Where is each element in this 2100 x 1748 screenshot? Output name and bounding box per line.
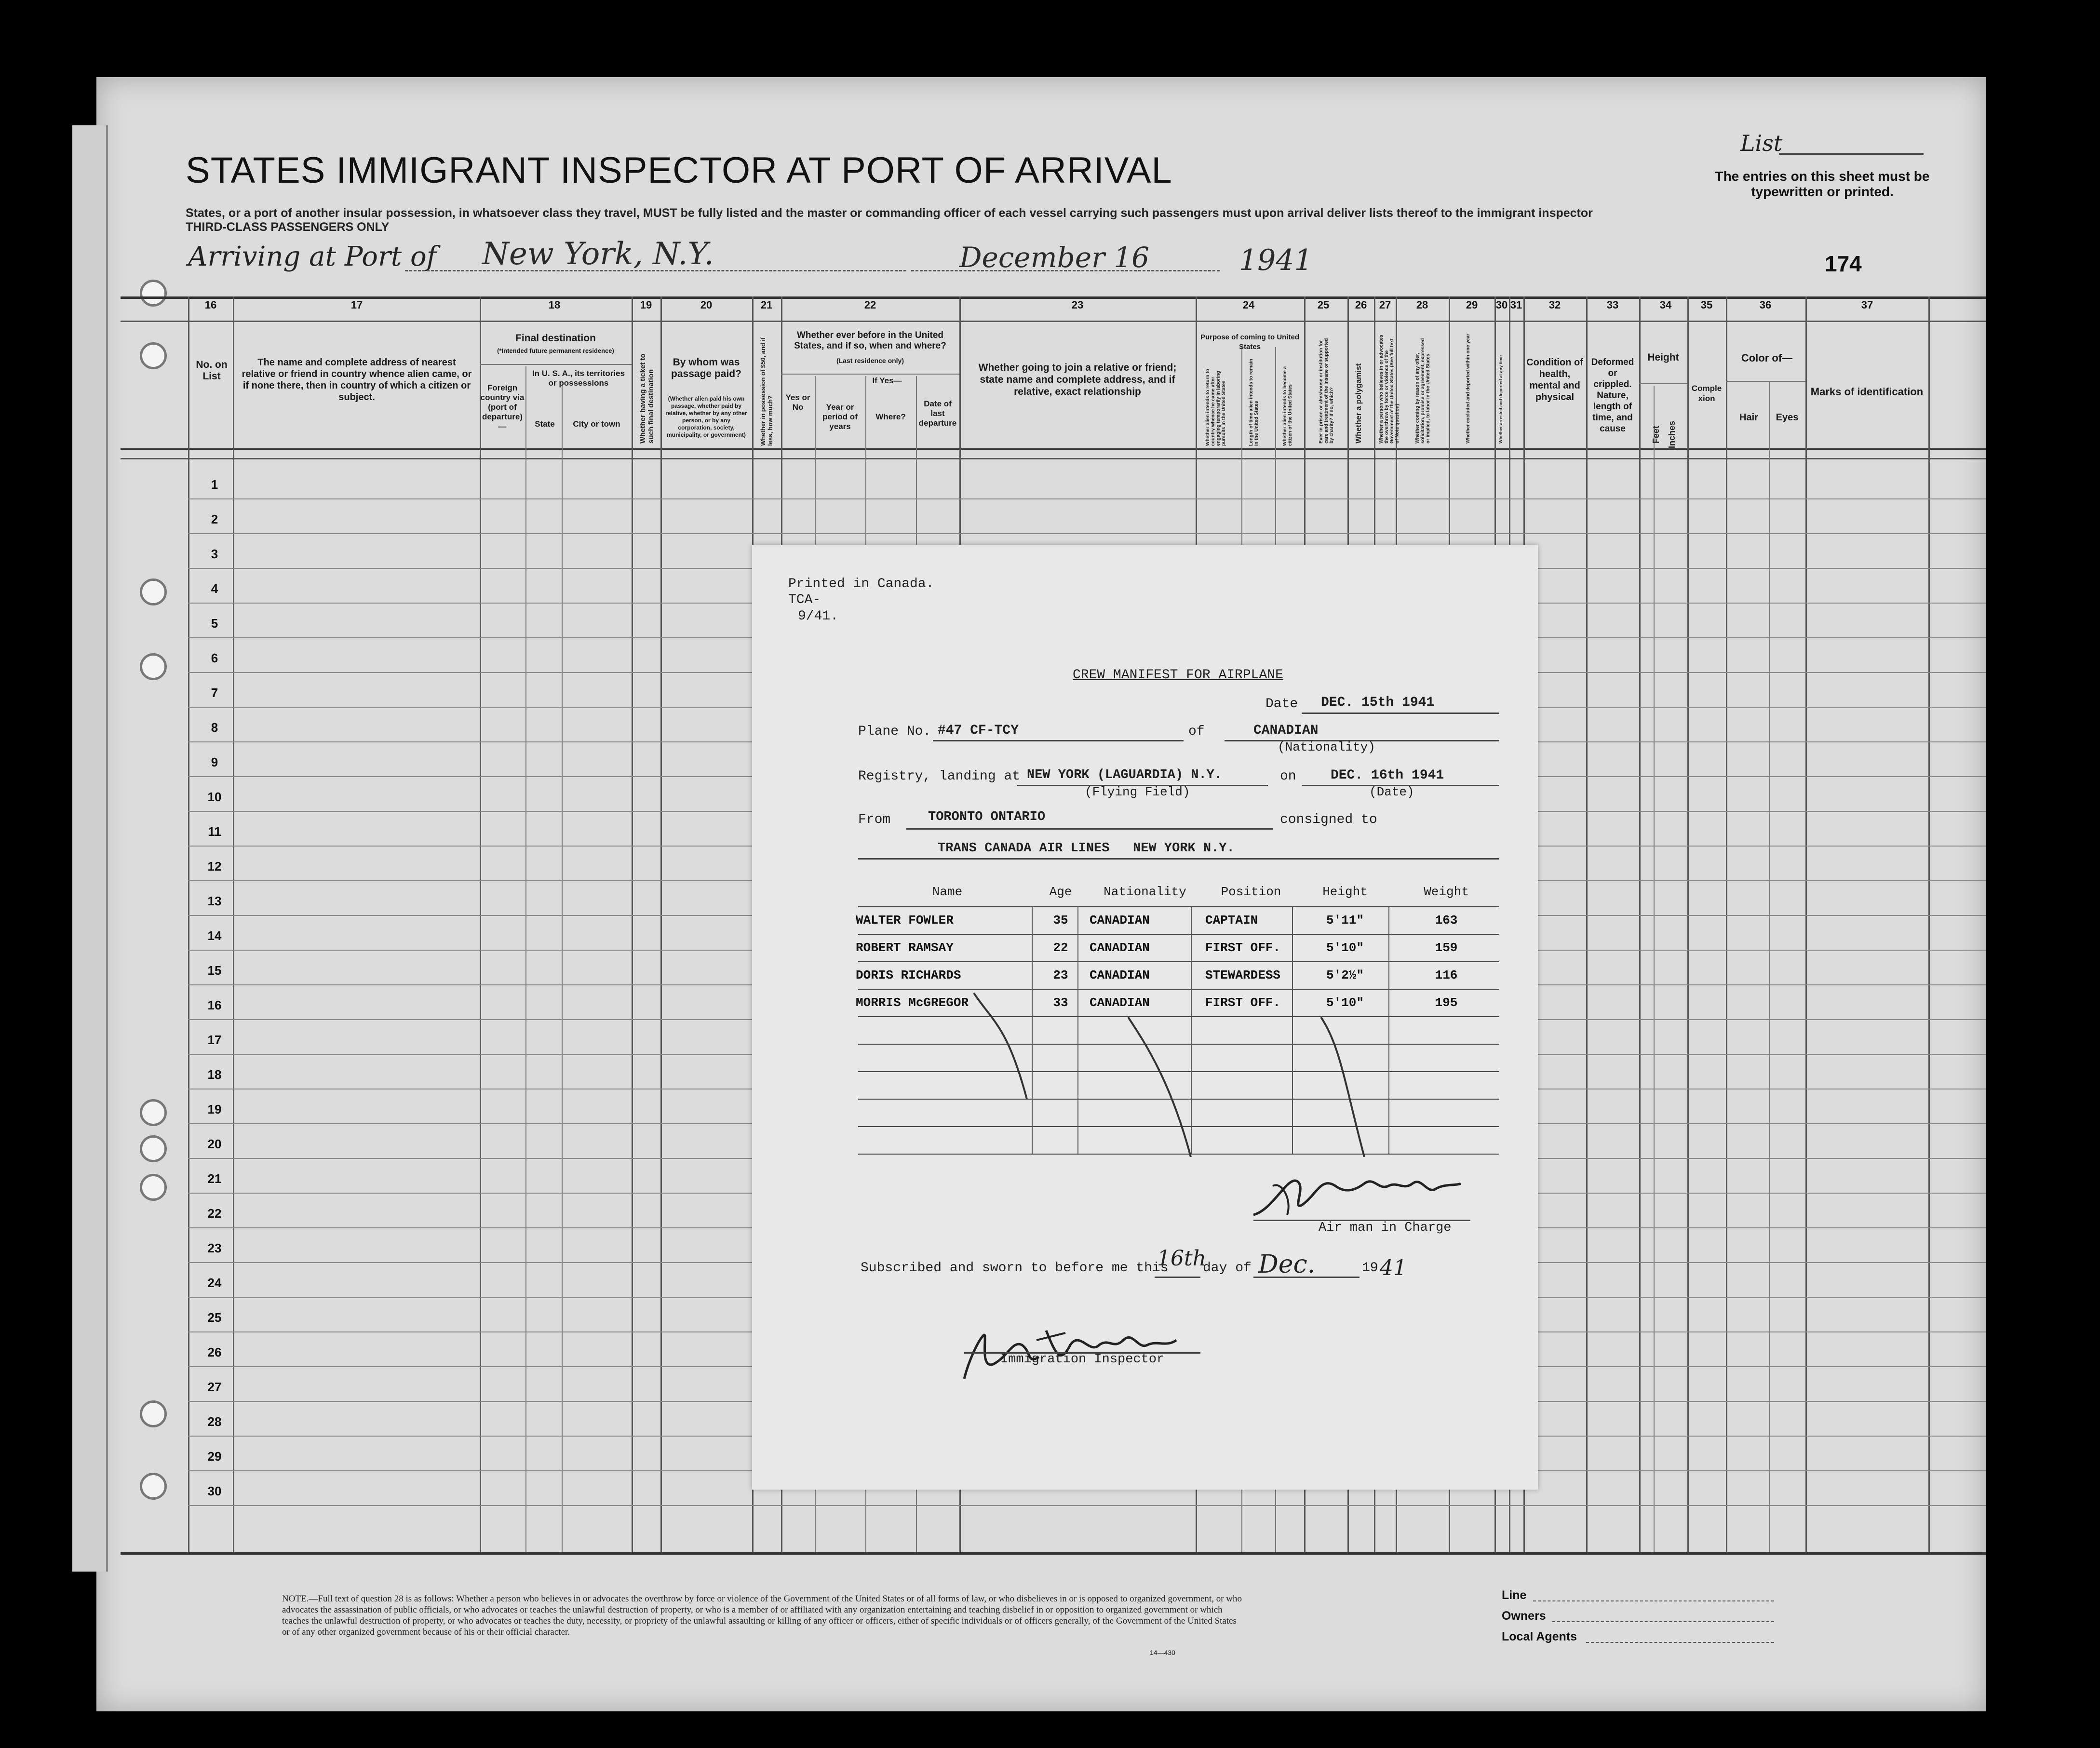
row-number: 5 [211, 616, 218, 631]
crew-header-cell: Name [932, 885, 963, 899]
crew-cell: MORRIS McGREGOR [856, 995, 969, 1010]
col22-header: Whether ever before in the United States, and if so, when and where? [794, 330, 946, 351]
col22-ifyes: If Yes— [872, 376, 902, 385]
column-line [1687, 296, 1689, 1552]
binder-hole [140, 1400, 167, 1427]
row-number: 22 [207, 1206, 222, 1221]
class-line: THIRD-CLASS PASSENGERS ONLY [186, 220, 390, 234]
column-number: 36 [1759, 299, 1772, 311]
page-subtitle: States, or a port of another insular possession, in whatsoever class they travel, MUST be fully listed and the master or commanding officer of each vessel carrying such passengers must upon arrival deliver lists thereof to the immigrant inspector [186, 206, 1593, 220]
col22-date: Date of last departure [918, 399, 957, 428]
column-number-line [121, 321, 1986, 322]
landing-date: DEC. 16th 1941 [1331, 768, 1444, 783]
row-number: 10 [207, 790, 222, 804]
col24a-header: Whether alien intends to return to country whence he came after engaging temporarily in laboring pursuits in the United States [1205, 368, 1226, 446]
column-number: 24 [1242, 299, 1255, 311]
field-line [1155, 1277, 1200, 1278]
column-line [632, 296, 633, 1552]
inspector-signature [950, 1311, 1200, 1384]
crew-cell: 116 [1435, 968, 1458, 982]
column-number: 26 [1355, 299, 1367, 311]
row-number: 30 [207, 1484, 222, 1498]
manifest-title: CREW MANIFEST FOR AIRPLANE [1073, 668, 1283, 683]
consignee-value: TRANS CANADA AIR LINES NEW YORK N.Y. [938, 841, 1235, 856]
col34-inches: Inches [1667, 420, 1677, 448]
column-line [1805, 296, 1807, 1552]
nationality-value: CANADIAN [1253, 723, 1319, 738]
consigned-label: consigned to [1280, 812, 1377, 827]
airman-caption: Air man in Charge [1319, 1221, 1452, 1235]
row-number: 6 [211, 651, 218, 665]
binder-hole [140, 280, 167, 307]
crew-cell: 163 [1435, 913, 1458, 928]
col22-where: Where? [875, 412, 906, 421]
airman-signature [1244, 1157, 1466, 1224]
field-line [1586, 1642, 1774, 1643]
date-label: Date [1265, 697, 1298, 712]
column-line [525, 366, 526, 1552]
field-line [1253, 1277, 1360, 1278]
row-number: 1 [211, 477, 218, 492]
column-number: 22 [864, 299, 876, 311]
form-code-1: TCA- [788, 592, 821, 607]
arrival-date-value: December 16 [959, 241, 1150, 274]
col33-header: Deformed or crippled. Nature, length of time, and cause [1591, 357, 1634, 434]
binder-hole [140, 578, 167, 605]
row-number: 20 [207, 1137, 222, 1151]
column-number: 18 [548, 299, 561, 311]
col18-usa: In U. S. A., its territories or possessions [532, 369, 625, 388]
column-line [1654, 386, 1655, 1552]
col22-year: Year or period of years [822, 403, 858, 431]
row-number: 23 [207, 1241, 222, 1255]
col18-subheader: (*Intended future permanent residence) [497, 347, 614, 354]
row-number: 9 [211, 755, 218, 769]
col36-eyes: Eyes [1776, 412, 1799, 423]
header-divider [480, 364, 632, 365]
crew-cell: 33 [1053, 995, 1068, 1010]
crew-cell: CANADIAN [1090, 913, 1150, 928]
col22-subheader: (Last residence only) [836, 357, 904, 364]
nationality-caption: (Nationality) [1278, 740, 1375, 754]
crew-cell: CANADIAN [1090, 941, 1150, 955]
col37-header: Marks of identification [1810, 386, 1924, 398]
column-number: 17 [350, 299, 363, 311]
row-number: 4 [211, 581, 218, 596]
row-number: 2 [211, 512, 218, 526]
row-number: 27 [207, 1380, 222, 1394]
column-line [188, 296, 189, 1552]
col18-state: State [535, 419, 555, 429]
binder-hole [140, 1099, 167, 1126]
inspector-caption: Immigration Inspector [1000, 1352, 1165, 1367]
row-number: 25 [207, 1310, 222, 1325]
binder-hole [140, 653, 167, 680]
on-label: on [1280, 769, 1296, 784]
row-number: 29 [207, 1449, 222, 1464]
ditto-marks [858, 906, 1499, 1157]
row-line [188, 533, 1986, 534]
binder-hole [140, 342, 167, 369]
column-line [1586, 296, 1588, 1552]
binder-hole [140, 1473, 167, 1500]
registry-label: Registry, landing at [858, 769, 1021, 784]
row-line [188, 1505, 1986, 1506]
column-number: 35 [1700, 299, 1713, 311]
header-divider [781, 374, 959, 375]
col36-header: Color of— [1741, 352, 1793, 364]
column-line [1928, 296, 1930, 1552]
column-number: 28 [1416, 299, 1428, 311]
col35-header: Complexion [1691, 384, 1722, 403]
col24b-header: Length of time alien intends to remain in the United States [1249, 359, 1259, 446]
of-label: of [1188, 724, 1205, 739]
crew-cell: 5'11" [1326, 913, 1364, 928]
row-number: 18 [207, 1067, 222, 1082]
crew-cell: 5'2½" [1326, 968, 1364, 982]
field-line [933, 740, 1184, 741]
header-bottom-line-2 [121, 458, 1986, 459]
crew-cell: 35 [1053, 913, 1068, 928]
owners-label: Owners [1502, 1609, 1546, 1623]
sworn-day: 16th [1157, 1246, 1207, 1271]
arriving-label: Arriving at Port of [188, 241, 437, 272]
row-number: 3 [211, 547, 218, 561]
column-line [562, 386, 563, 1552]
col24-header: Purpose of coming to United States [1200, 333, 1299, 351]
col32-header: Condition of health, mental and physical [1526, 357, 1583, 403]
crew-cell: 5'10" [1326, 941, 1364, 955]
crew-cell: FIRST OFF. [1205, 995, 1281, 1010]
column-number: 34 [1659, 299, 1672, 311]
column-number: 30 [1495, 299, 1508, 311]
column-line [480, 296, 481, 1552]
field-line [1533, 1600, 1774, 1601]
form-code-2: 9/41. [798, 609, 839, 624]
binder-hole [140, 1174, 167, 1201]
col22-yes: Yes or No [785, 393, 810, 412]
plane-label: Plane No. [858, 724, 931, 739]
col18-foreign: Foreign country via (port of departure)— [480, 383, 525, 431]
column-line [1769, 381, 1770, 1552]
sworn-text: Subscribed and sworn to before me this [861, 1261, 1169, 1276]
col29-header: Whether excluded and deported within one year [1466, 334, 1471, 444]
sworn-year-prefix: 19 [1362, 1261, 1378, 1276]
row-number: 15 [207, 963, 222, 978]
list-line [1779, 153, 1924, 155]
column-line [1726, 296, 1727, 1552]
col25-header: Ever in prison or almshouse or institution for care and treatment of the insane or supported by charity? If so, which? [1319, 338, 1334, 444]
col18-city: City or town [573, 419, 620, 429]
sworn-year: 41 [1380, 1256, 1407, 1280]
col24c-header: Whether alien intends to become a citizen of the United States [1282, 366, 1293, 446]
field-line [906, 828, 1273, 830]
crew-cell: 22 [1053, 941, 1068, 955]
header-divider [1639, 383, 1687, 384]
crew-header-cell: Age [1049, 885, 1072, 899]
line-label: Line [1502, 1588, 1527, 1602]
page-number: 174 [1825, 251, 1862, 276]
col20-header: By whom was passage paid? [671, 357, 741, 379]
column-number: 33 [1606, 299, 1619, 311]
column-number: 16 [204, 299, 217, 311]
field-line [1302, 713, 1499, 714]
column-number: 29 [1466, 299, 1478, 311]
col26-header: Whether a polygamist [1355, 363, 1363, 444]
column-number: 23 [1071, 299, 1084, 311]
col19-header: Whether having a ticket to such final destination [639, 353, 655, 444]
row-number: 8 [211, 720, 218, 735]
column-number: 27 [1379, 299, 1391, 311]
col34-feet: Feet [1651, 425, 1661, 444]
crew-cell: DORIS RICHARDS [856, 968, 961, 982]
entries-note: The entries on this sheet must be typewritten or printed. [1715, 169, 1930, 199]
col36-hair: Hair [1739, 412, 1758, 423]
col30-header: Whether arrested and deported at any time [1498, 355, 1503, 444]
column-number: 19 [640, 299, 652, 311]
landing-field: NEW YORK (LAGUARDIA) N.Y. [1027, 768, 1223, 782]
crew-cell: 159 [1435, 941, 1458, 955]
row-number: 11 [208, 824, 221, 839]
column-number: 31 [1510, 299, 1522, 311]
page-title: STATES IMMIGRANT INSPECTOR AT PORT OF ARRIVAL [186, 150, 1172, 191]
footer-note: NOTE.—Full text of question 28 is as follows: Whether a person who believes in or advocates the overthrow by force or violence of the Government of the United States or of all forms of law, or who disbelieves in or is opposed to organized government, or who advocates the assassination of public officials, or who advocates or teaches the unlawful destruction of property, or who is a member of or affiliated with any organization entertaining and teaching disbelief in or opposition to organized government or which teaches the unlawful destruction of property, or who advocates or teaches the duty, necessity, or propriety of the unlawful assaulting or killing of any officer or officers, either of specific individuals or of officers generally, of the Government of the United States or of any other organized government because of his or their official character. [282, 1594, 1242, 1637]
table-bottom-border [121, 1552, 1986, 1555]
column-number: 37 [1861, 299, 1873, 311]
row-number: 26 [207, 1345, 222, 1359]
field-line [858, 858, 1499, 860]
col16-header: No. on List [196, 359, 228, 382]
sworn-month: Dec. [1258, 1250, 1316, 1279]
row-number: 7 [211, 686, 218, 700]
row-number: 12 [207, 859, 222, 874]
column-number: 20 [700, 299, 713, 311]
crew-cell: CANADIAN [1090, 995, 1150, 1010]
printed-in-label: Printed in Canada. [788, 577, 934, 592]
column-line [1639, 296, 1641, 1552]
crew-header-cell: Height [1322, 885, 1368, 899]
col23-header: Whether going to join a relative or friend; state name and complete address, and if relative, exact relationship [978, 362, 1177, 397]
crew-cell: CAPTAIN [1205, 913, 1258, 928]
arrival-year-value: 1941 [1239, 243, 1313, 277]
row-number: 24 [207, 1276, 222, 1290]
plane-number: #47 CF-TCY [938, 723, 1019, 738]
col27-header: Whether a person who believes in or advocates the overthrow by force or violence of the Government of the United States (See full text of Note question) [1379, 335, 1400, 444]
crew-cell: STEWARDESS [1205, 968, 1281, 982]
column-number: 32 [1548, 299, 1561, 311]
row-number: 21 [207, 1171, 222, 1186]
port-value: New York, N.Y. [482, 236, 714, 272]
form-code: 14—430 [1150, 1649, 1175, 1656]
column-number: 25 [1317, 299, 1330, 311]
field-line [1552, 1621, 1774, 1622]
crew-header-cell: Position [1221, 885, 1281, 899]
agents-label: Local Agents [1502, 1630, 1577, 1643]
row-number: 14 [207, 928, 222, 943]
list-label: List [1740, 130, 1783, 156]
header-bottom-line [121, 448, 1986, 450]
row-number: 28 [207, 1414, 222, 1429]
day-of-label: day of [1203, 1261, 1252, 1276]
col34-header: Height [1647, 352, 1679, 363]
row-number: 16 [207, 998, 222, 1012]
row-number: 17 [207, 1033, 222, 1047]
col18-header: Final destination [515, 333, 596, 344]
col17-header: The name and complete address of nearest relative or friend in country whence alien came, or if none there, then in country of which a citizen or subject. [242, 357, 472, 403]
binding-edge [72, 125, 108, 1572]
col28-header: Whether coming by reason of any offer, solicitation, promise or agreement, expressed or implied, to labor in the United States [1415, 338, 1431, 444]
crew-cell: 195 [1435, 995, 1458, 1010]
field-caption: (Flying Field) [1085, 785, 1190, 799]
crew-header-cell: Nationality [1104, 885, 1186, 899]
date-caption: (Date) [1369, 785, 1414, 799]
header-divider [1726, 381, 1805, 382]
col21-header: Whether in possession of $50, and if less, how much? [759, 337, 774, 446]
row-line [188, 498, 1986, 499]
from-label: From [858, 812, 891, 827]
crew-cell: 5'10" [1326, 995, 1364, 1010]
binder-hole [140, 1135, 167, 1162]
crew-cell: CANADIAN [1090, 968, 1150, 982]
crew-cell: WALTER FOWLER [856, 913, 954, 928]
crew-cell: 23 [1053, 968, 1068, 982]
crew-header-cell: Weight [1424, 885, 1469, 899]
crew-cell: ROBERT RAMSAY [856, 941, 954, 955]
row-number: 19 [207, 1102, 222, 1116]
column-line [233, 296, 234, 1552]
crew-cell: FIRST OFF. [1205, 941, 1281, 955]
from-value: TORONTO ONTARIO [928, 810, 1046, 824]
row-number: 13 [207, 894, 222, 908]
manifest-date: DEC. 15th 1941 [1321, 695, 1435, 710]
col20-subheader: (Whether alien paid his own passage, whether paid by relative, whether by any other person, or by any corporation, society, municipality, or government) [665, 395, 747, 438]
column-line [660, 296, 662, 1552]
column-number: 21 [760, 299, 773, 311]
